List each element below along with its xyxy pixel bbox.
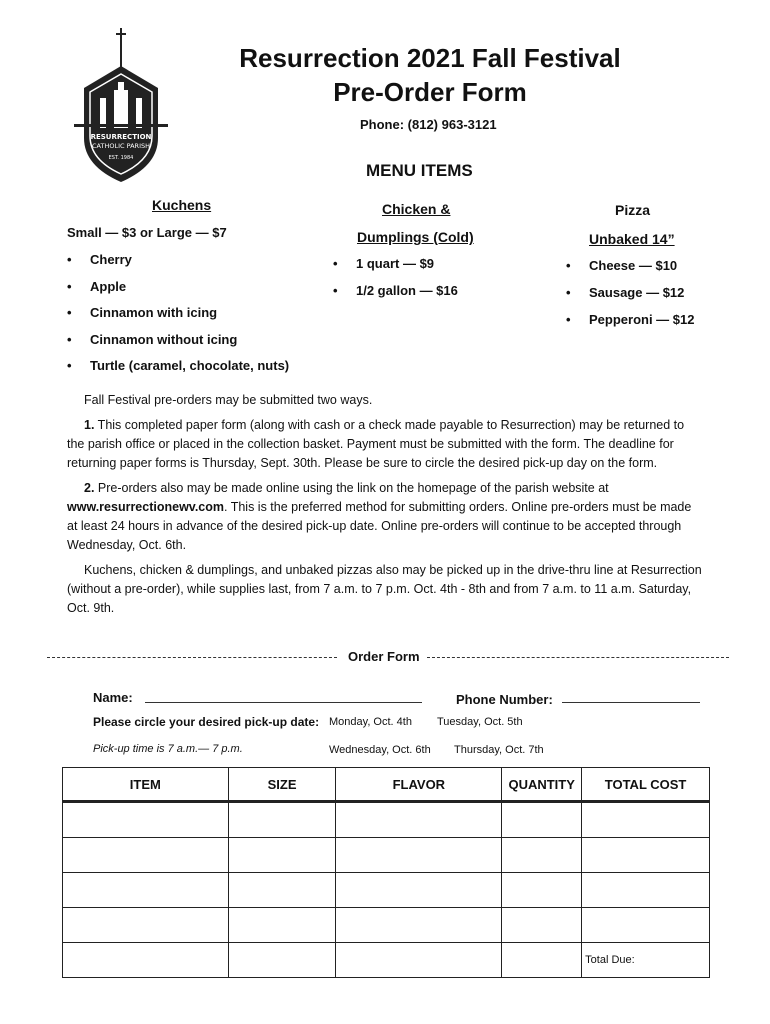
option-2-number: 2. [84, 481, 95, 495]
phone-number-label: Phone Number: [456, 692, 553, 707]
page-title-line1: Resurrection 2021 Fall Festival [239, 43, 621, 73]
option-2-text-b: . This is the preferred method for submitting orders. Online pre-orders must be made at least 24 hours in advance of the desired pick-up date. Online pre-orders will continue to be accepted through Wednesday, Oct. 6th. [67, 500, 692, 552]
kuchens-price: Small — $3 or Large — $7 [67, 225, 227, 240]
chicken-heading-line1: Chicken & [382, 201, 451, 217]
option-2-text-a: Pre-orders also may be made online using the link on the homepage of the parish website at [94, 481, 609, 495]
item-cell[interactable] [63, 908, 229, 943]
parish-website-link[interactable]: www.resurrectionewv.com [67, 500, 224, 514]
page-title-line2: Pre-Order Form [333, 77, 527, 107]
item-cell[interactable] [63, 802, 229, 838]
name-label: Name: [93, 690, 133, 705]
instructions-option-2 [67, 479, 703, 555]
column-header-flavor: FLAVOR [336, 768, 502, 802]
order-form-label: Order Form [344, 649, 424, 664]
size-cell[interactable] [228, 838, 336, 873]
name-field[interactable] [145, 702, 422, 703]
table-row [63, 802, 710, 838]
list-item: • Cherry [67, 252, 289, 279]
list-item: • Sausage — $12 [566, 285, 694, 312]
logo-line2: CATHOLIC PARISH [92, 142, 150, 150]
item-cell[interactable] [63, 838, 229, 873]
list-item: • Cinnamon with icing [67, 305, 289, 332]
list-item: • Apple [67, 279, 289, 306]
instructions-option-1 [67, 416, 703, 473]
phone-number: Phone: (812) 963-3121 [360, 117, 497, 132]
total-due-label: Total Due: [585, 954, 635, 966]
table-row [63, 838, 710, 873]
pizza-heading-line1: Pizza [615, 202, 651, 218]
pickup-date-tuesday[interactable]: Tuesday, Oct. 5th [437, 716, 523, 728]
table-row [63, 908, 710, 943]
flavor-cell[interactable] [336, 838, 502, 873]
list-item: • Pepperoni — $12 [566, 312, 694, 339]
instructions [67, 391, 703, 624]
size-cell[interactable] [228, 873, 336, 908]
item-cell[interactable] [63, 943, 229, 978]
instructions-drive-thru: Kuchens, chicken & dumplings, and unbaked pizzas also may be picked up in the drive-thru line at Resurrection (without a pre-order), while supplies last, from 7 a.m. to 7 p.m. Oct. 4th - 8th and from 7 a.m. to 11 a.m. Saturday, Oct. 9th. [67, 563, 702, 615]
list-item: • Cinnamon without icing [67, 332, 289, 359]
parish-logo [74, 28, 168, 184]
quantity-cell[interactable] [502, 943, 582, 978]
table-row [63, 873, 710, 908]
pickup-date-monday[interactable]: Monday, Oct. 4th [329, 716, 412, 728]
quantity-cell[interactable] [502, 838, 582, 873]
list-item: • Turtle (caramel, chocolate, nuts) [67, 358, 289, 385]
column-header-quantity: QUANTITY [502, 768, 582, 802]
list-item: • 1/2 gallon — $16 [333, 283, 458, 310]
flavor-cell[interactable] [336, 873, 502, 908]
flavor-cell[interactable] [336, 943, 502, 978]
option-1-text: This completed paper form (along with cash or a check made payable to Resurrection) may be returned to the parish office or placed in the collection basket. Payment must be submitted with the form. The deadline for returning paper forms is Thursday, Sept. 30th. Please be sure to circle the desired pick-up day on the form. [67, 418, 685, 470]
kuchens-list [67, 252, 289, 385]
column-header-total-cost: TOTAL COST [582, 768, 710, 802]
kuchens-heading: Kuchens [152, 197, 212, 213]
total-cost-cell[interactable] [582, 908, 710, 943]
chicken-list [333, 256, 458, 310]
item-cell[interactable] [63, 873, 229, 908]
pizza-list [566, 258, 694, 339]
total-due-cell[interactable] [582, 943, 710, 978]
phone-number-field[interactable] [562, 702, 700, 703]
list-item: • 1 quart — $9 [333, 256, 458, 283]
flavor-cell[interactable] [336, 802, 502, 838]
order-form-divider [47, 648, 729, 666]
logo-line3: EST. 1984 [108, 155, 134, 161]
pickup-date-thursday[interactable]: Thursday, Oct. 7th [454, 744, 544, 756]
quantity-cell[interactable] [502, 908, 582, 943]
table-row-total [63, 943, 710, 978]
logo-line1: RESURRECTION [90, 133, 152, 141]
column-header-size: SIZE [228, 768, 336, 802]
table-header-row [63, 768, 710, 802]
pizza-heading-line2: Unbaked 14” [589, 231, 675, 247]
size-cell[interactable] [228, 802, 336, 838]
option-1-number: 1. [84, 418, 95, 432]
list-item: • Cheese — $10 [566, 258, 694, 285]
pickup-time-note: Pick-up time is 7 a.m.— 7 p.m. [93, 743, 243, 755]
pickup-date-wednesday[interactable]: Wednesday, Oct. 6th [329, 744, 431, 756]
chicken-heading-line2: Dumplings (Cold) [357, 229, 474, 245]
total-cost-cell[interactable] [582, 873, 710, 908]
menu-heading: MENU ITEMS [366, 161, 473, 180]
quantity-cell[interactable] [502, 802, 582, 838]
instructions-intro: Fall Festival pre-orders may be submitted two ways. [84, 393, 373, 407]
order-table [62, 767, 710, 978]
pickup-label: Please circle your desired pick-up date: [93, 715, 320, 729]
flavor-cell[interactable] [336, 908, 502, 943]
size-cell[interactable] [228, 908, 336, 943]
quantity-cell[interactable] [502, 873, 582, 908]
column-header-item: ITEM [63, 768, 229, 802]
total-cost-cell[interactable] [582, 802, 710, 838]
total-cost-cell[interactable] [582, 838, 710, 873]
size-cell[interactable] [228, 943, 336, 978]
